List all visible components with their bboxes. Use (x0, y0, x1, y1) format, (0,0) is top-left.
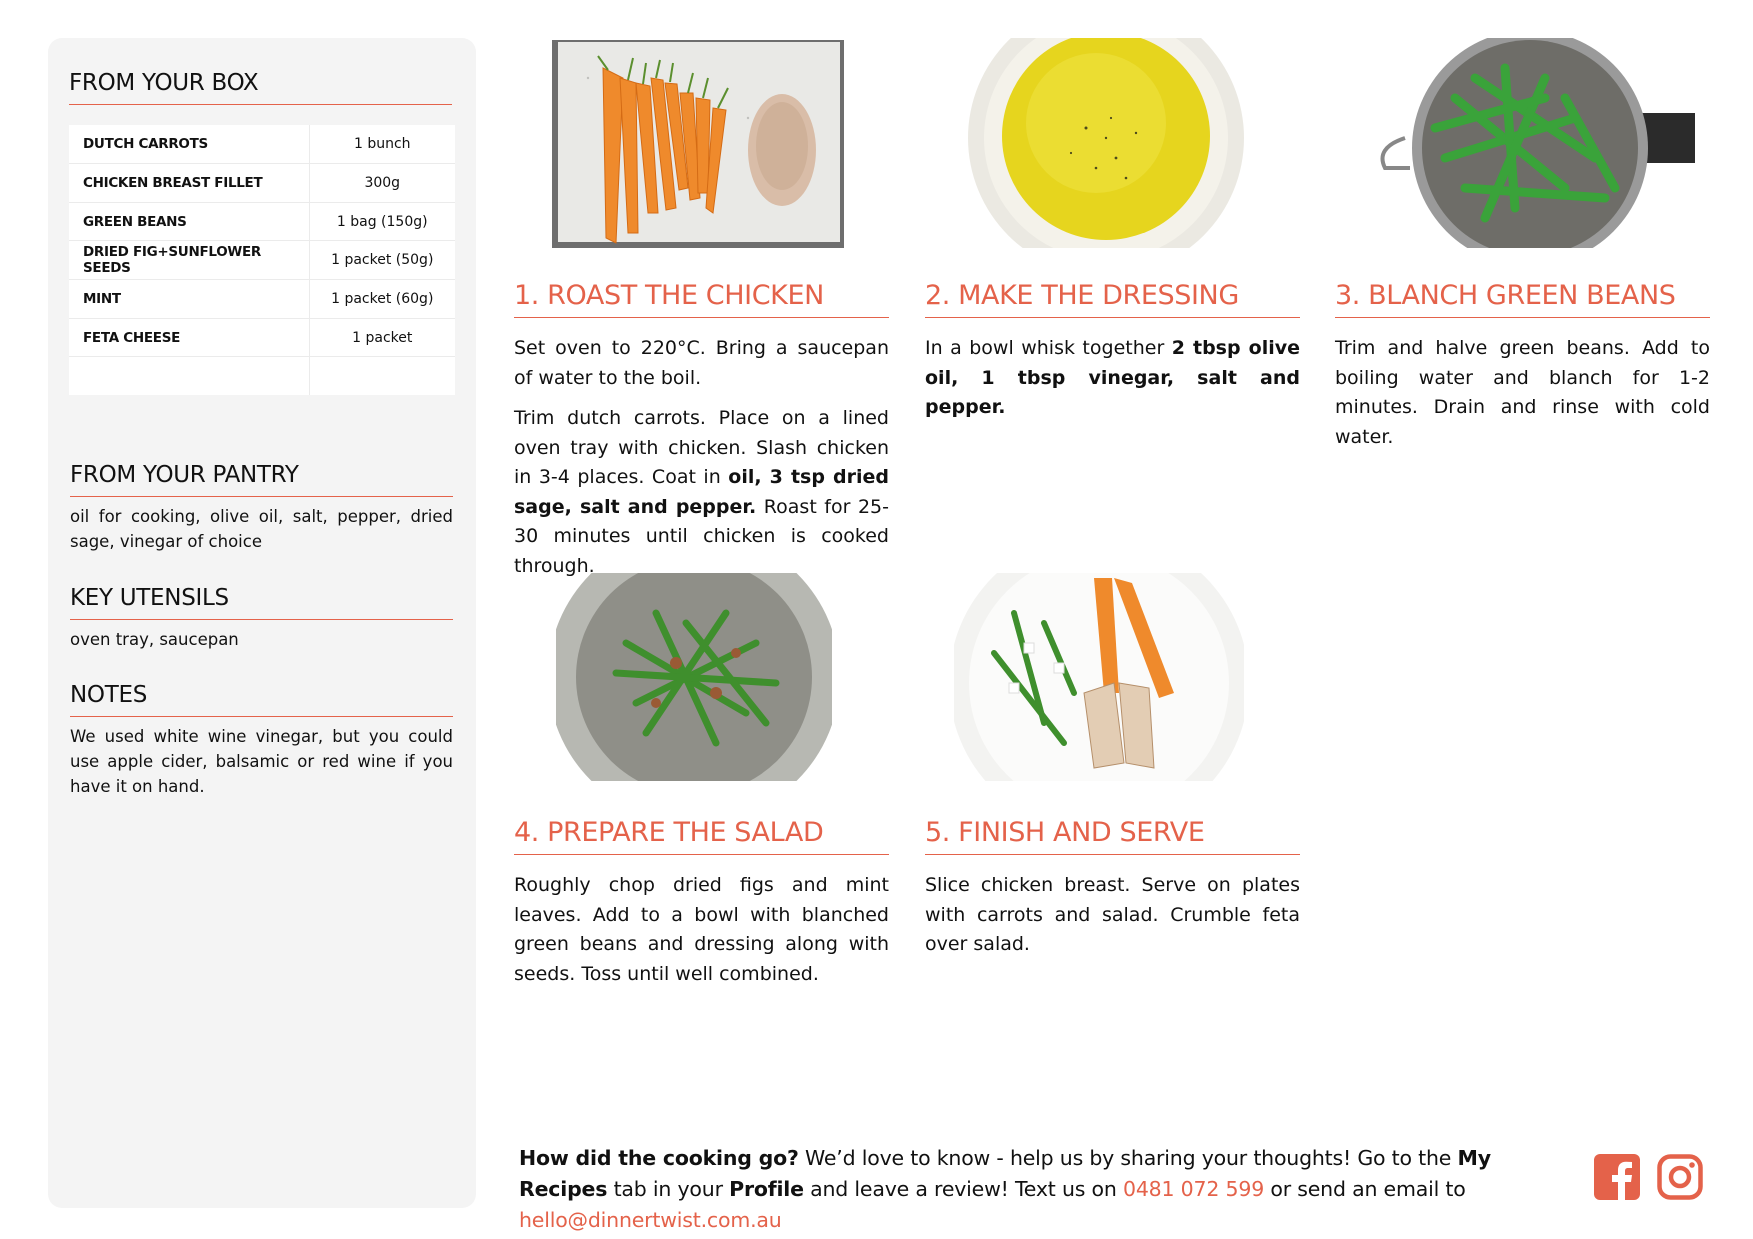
ingredient-name: CHICKEN BREAST FILLET (69, 164, 309, 203)
table-row (69, 357, 455, 395)
step-1-photo (548, 38, 848, 248)
footer-question: How did the cooking go? (519, 1146, 799, 1170)
instagram-icon[interactable] (1657, 1154, 1703, 1200)
step-4-paragraph-1: Roughly chop dried figs and mint leaves. Add to a bowl with blanched green beans and dressing along with seeds. Toss until well combined. (514, 874, 889, 985)
phone-link[interactable]: 0481 072 599 (1123, 1177, 1265, 1201)
step-4-title: 4. PREPARE THE SALAD (514, 817, 889, 855)
table-row (69, 241, 455, 280)
table-row (69, 164, 455, 203)
ingredients-table (69, 125, 455, 395)
step-1-paragraph-1: Set oven to 220°C. Bring a saucepan of water to the boil. (514, 337, 889, 389)
step-3-title: 3. BLANCH GREEN BEANS (1335, 280, 1710, 318)
facebook-icon[interactable] (1594, 1154, 1640, 1200)
step-2-photo (966, 38, 1246, 248)
step-1-text (514, 334, 889, 581)
ingredient-qty: 1 bag (150g) (309, 202, 455, 241)
step-5-paragraph-1: Slice chicken breast. Serve on plates with carrots and salad. Crumble feta over salad. (925, 874, 1300, 955)
step-3-photo (1365, 38, 1705, 248)
step-5-photo (954, 573, 1244, 781)
step-5-title: 5. FINISH AND SERVE (925, 817, 1300, 855)
step-4-photo (556, 573, 832, 781)
ingredient-qty: 1 packet (50g) (309, 241, 455, 280)
empty-cell (309, 357, 455, 395)
email-link[interactable]: hello@dinnertwist.com.au (519, 1208, 782, 1232)
step-2-text (925, 334, 1300, 423)
step-1-paragraph-2: Trim dutch carrots. Place on a lined oven tray with chicken. Slash chicken in 3-4 places. Coat in oil, 3 tsp dried sage, salt and pepper. Roast for 25-30 minutes until chicken is cooked through. (514, 407, 889, 577)
ingredient-name: GREEN BEANS (69, 202, 309, 241)
step-3-paragraph-1: Trim and halve green beans. Add to boiling water and blanch for 1-2 minutes. Drain and rinse with cold water. (1335, 337, 1710, 448)
notes-text: We used white wine vinegar, but you could use apple cider, balsamic or red wine if you have it on hand. (70, 727, 453, 796)
key-utensils-title: KEY UTENSILS (70, 585, 453, 620)
ingredient-name: DUTCH CARROTS (69, 125, 309, 164)
ingredients-sidebar (48, 38, 476, 1208)
pantry-text: oil for cooking, olive oil, salt, pepper, dried sage, vinegar of choice (70, 507, 453, 551)
from-your-box-title: FROM YOUR BOX (69, 70, 452, 105)
utensils-text: oven tray, saucepan (70, 630, 239, 649)
ingredient-qty: 1 packet (309, 318, 455, 357)
profile-link[interactable]: Profile (729, 1177, 804, 1201)
step-5-text (925, 871, 1300, 960)
step-2-paragraph-1: In a bowl whisk together 2 tbsp olive oil, 1 tbsp vinegar, salt and pepper. (925, 337, 1300, 418)
feedback-footer: How did the cooking go? We’d love to know - help us by sharing your thoughts! Go to the My Recipes tab in your Profile and leave a review! Text us on 0481 072 599 or send an email to hello@dinnertwist.com.au (519, 1146, 1491, 1232)
empty-cell (69, 357, 309, 395)
ingredient-name: FETA CHEESE (69, 318, 309, 357)
table-row (69, 202, 455, 241)
ingredient-qty: 1 packet (60g) (309, 280, 455, 319)
ingredient-qty: 1 bunch (309, 125, 455, 164)
ingredient-name: DRIED FIG+SUNFLOWER SEEDS (69, 241, 309, 280)
step-4-text (514, 871, 889, 989)
ingredient-qty: 300g (309, 164, 455, 203)
ingredient-name: MINT (69, 280, 309, 319)
from-your-pantry-title: FROM YOUR PANTRY (70, 462, 453, 497)
step-2-title: 2. MAKE THE DRESSING (925, 280, 1300, 318)
table-row (69, 125, 455, 164)
step-1-title: 1. ROAST THE CHICKEN (514, 280, 889, 318)
my-recipes-link[interactable]: My Recipes (519, 1146, 1491, 1201)
table-row (69, 318, 455, 357)
notes-title: NOTES (70, 682, 453, 717)
table-row (69, 280, 455, 319)
step-3-text (1335, 334, 1710, 452)
